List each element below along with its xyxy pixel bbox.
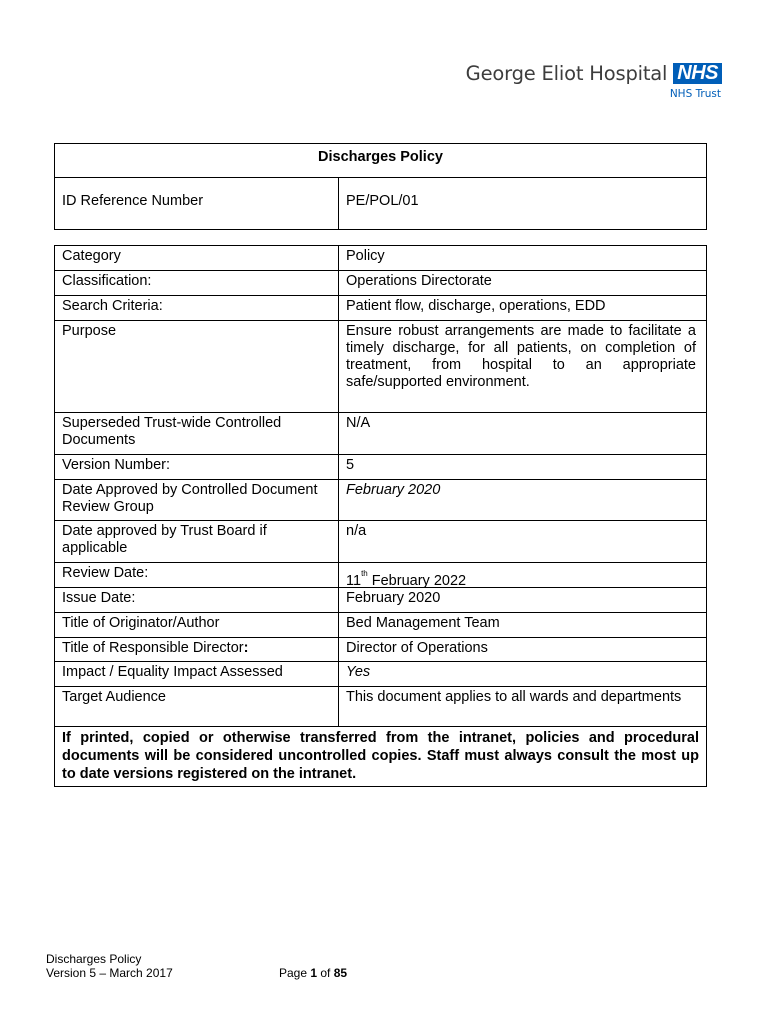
row-label: Issue Date: [55,588,339,612]
row-label: Classification: [55,271,339,295]
row-value: Operations Directorate [346,273,492,289]
row-category [55,246,706,271]
page-total: 85 [333,966,348,980]
row-value: February 2020 [346,590,441,606]
row-value: Patient flow, discharge, operations, EDD [346,298,606,314]
row-target-audience [55,687,706,727]
row-label: Purpose [55,321,339,412]
row-originator-author [55,613,706,638]
footer-doc-name: Discharges Policy [46,952,142,966]
page-number [279,966,347,980]
responsible-director-colon: : [243,640,249,656]
nhs-badge: NHS [673,63,722,84]
row-date-approved-trust-board [55,521,706,563]
header-table [54,143,707,230]
review-day-suffix: th [361,569,368,578]
row-label: Impact / Equality Impact Assessed [55,662,339,686]
row-label: Superseded Trust-wide Controlled Documents [55,413,339,454]
row-date-approved-review-group [55,480,706,521]
review-month-year: February 2022 [367,573,467,589]
row-label: Review Date: [55,563,339,587]
details-table [54,245,707,787]
row-version-number [55,455,706,480]
logo-hospital-name: George Eliot Hospital [465,62,668,85]
row-review-date [55,563,706,588]
row-value [339,563,706,587]
logo-trust-label: NHS Trust [669,88,721,100]
row-label: Date approved by Trust Board if applicable [55,521,339,562]
row-label: Version Number: [55,455,339,479]
row-value: N/A [346,415,371,431]
row-purpose [55,321,706,413]
responsible-director-label: Title of Responsible Director [62,640,244,656]
row-responsible-director [55,638,706,662]
row-issue-date [55,588,706,613]
row-value: This document applies to all wards and departments [346,689,682,705]
row-label: Search Criteria: [55,296,339,320]
document-title: Discharges Policy [55,144,706,178]
row-value: Bed Management Team [346,615,500,631]
id-reference-value: PE/POL/01 [346,193,419,209]
id-reference-row [55,178,706,230]
row-value: Ensure robust arrangements are made to facilitate a timely discharge, for all patients, on completion of treatment, from hospital to an appropriate safe/supported environment. [346,323,696,390]
page-of: of [317,966,334,980]
row-label: Date Approved by Controlled Document Review Group [55,480,339,520]
id-reference-label: ID Reference Number [55,178,339,230]
review-day: 11 [346,573,362,589]
footer-document-info [46,952,173,980]
row-value: Director of Operations [346,640,488,656]
row-classification [55,271,706,296]
row-label: Target Audience [55,687,339,726]
page-prefix: Page [279,966,311,980]
row-value: February 2020 [346,482,441,498]
row-value: 5 [346,457,355,473]
row-label [55,638,339,661]
row-search-criteria [55,296,706,321]
row-label: Title of Originator/Author [55,613,339,637]
row-value: Policy [346,248,385,264]
uncontrolled-copy-notice: If printed, copied or otherwise transferred from the intranet, policies and procedural documents will be considered uncontrolled copies. Staff must always consult the most up to date versions registered on the intranet. [62,730,699,782]
trust-logo [466,62,722,100]
row-value: Yes [346,664,371,680]
footer-version: Version 5 – March 2017 [46,966,173,980]
row-value: n/a [346,523,367,539]
row-superseded-documents [55,413,706,455]
row-label: Category [55,246,339,270]
row-equality-impact [55,662,706,687]
page-current: 1 [310,966,318,980]
